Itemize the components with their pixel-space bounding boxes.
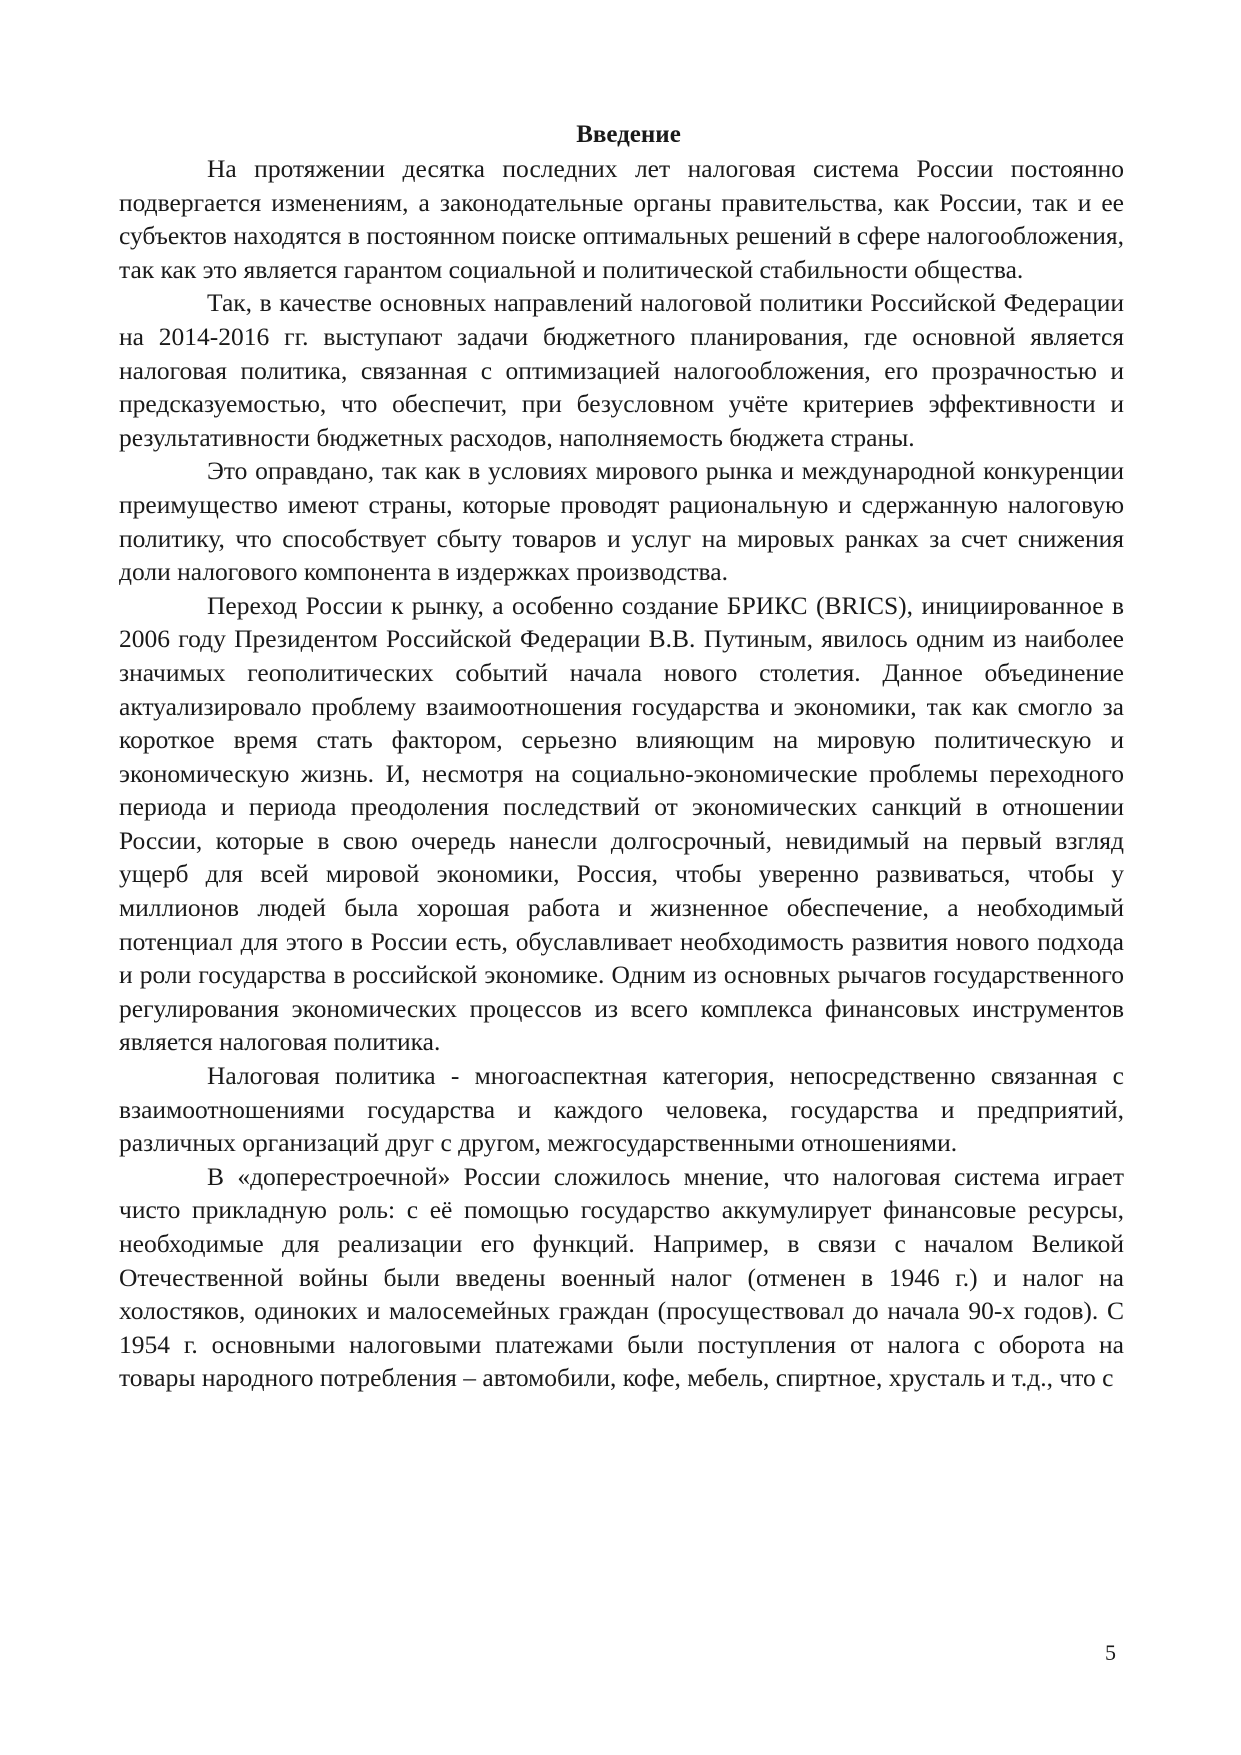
paragraph-world-market: Это оправдано, так как в условиях мирового рынка и международной конкуренции преимущество имеют страны, которые проводят рациональную и сдержанную налоговую политику, что способствует сбыту товаров и услуг на мировых ранках за счет снижения доли налогового компонента в издержках производства. (119, 456, 1124, 587)
paragraph-tax-policy-directions: Так, в качестве основных направлений налоговой политики Российской Федерации на 2014-2016 гг. выступают задачи бюджетного планирования, где основной является налоговая политика, связанная с оптимизацией налогообложения, его прозрачностью и предсказуемостью, что обеспечит, при безусловном учёте критериев эффективности и результативности бюджетных расходов, наполняемость бюджета страны. (119, 288, 1124, 452)
paragraph-history: В «доперестроечной» России сложилось мнение, что налоговая система играет чисто прикладную роль: с её помощью государство аккумулирует финансовые ресурсы, необходимые для реализации его функций. Например, в связи с началом Великой Отечественной войны были введены военный налог (отменен в 1946 г.) и налог на холостяков, одиноких и малосемейных граждан (просуществовал до начала 90-х годов). С 1954 г. основными налоговыми платежами были поступления от налога с оборота на товары народного потребления – автомобили, кофе, мебель, спиртное, хрусталь и т.д., что с (119, 1161, 1124, 1393)
paragraph-brics: Переход России к рынку, а особенно создание БРИКС (BRICS), инициированное в 2006 году Президентом Российской Федерации В.В. Путиным, явилось одним из наиболее значимых геополитических событий начала нового столетия. Данное объединение актуализировало проблему взаимоотношения государства и экономики, так как смогло за короткое время стать фактором, серьезно влияющим на мировую политическую и экономическую жизнь. И, несмотря на социально-экономические проблемы переходного периода и периода преодоления последствий от экономических санкций в отношении России, которые в свою очередь нанесли долгосрочный, невидимый на первый взгляд ущерб для всей мировой экономики, Россия, чтобы уверенно развиваться, чтобы у миллионов людей была хорошая работа и жизненное обеспечение, а необходимый потенциал для этого в России есть, обуславливает необходимость развития нового подхода и роли государства в российской экономике. Одним из основных рычагов государственного регулирования экономических процессов из всего комплекса финансовых инструментов является налоговая политика. (119, 590, 1124, 1057)
paragraph-intro: На протяжении десятка последних лет налоговая система России постоянно подвергается изменениям, а законодательные органы правительства, как России, так и ее субъектов находятся в постоянном поиске оптимальных решений в сфере налогообложения, так как это является гарантом социальной и политической стабильности общества. (119, 154, 1124, 284)
paragraph-tax-policy-definition: Налоговая политика - многоаспектная категория, непосредственно связанная с взаимоотношениями государства и каждого человека, государства и предприятий, различных организаций друг с другом, межгосударственными отношениями. (119, 1061, 1124, 1158)
page-title: Введение (576, 121, 681, 148)
document-page (119, 118, 1124, 1395)
page-number: 5 (1105, 1640, 1116, 1665)
